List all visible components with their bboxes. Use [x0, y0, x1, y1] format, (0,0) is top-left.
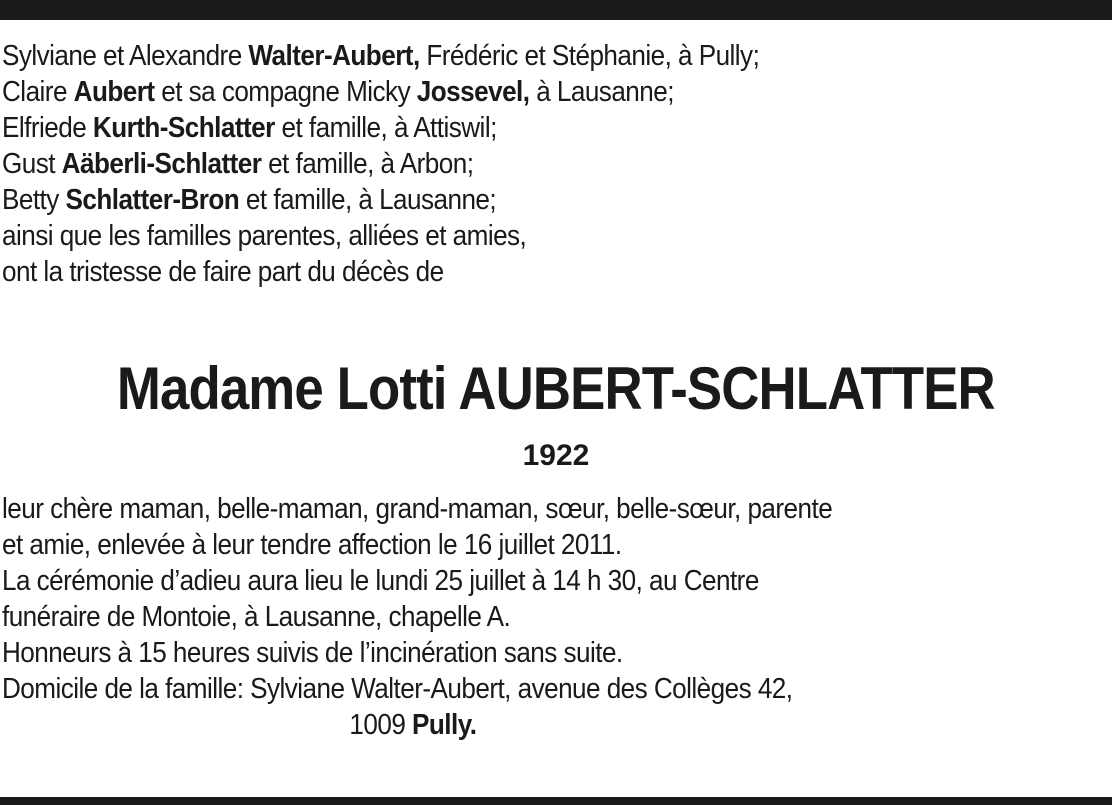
family-line-text: Elfriede — [2, 112, 93, 144]
family-line-text: ainsi que les familles parentes, alliées et amies, — [2, 220, 527, 252]
family-surname: Walter-Aubert, — [248, 40, 420, 72]
family-line-text: Sylviane et Alexandre — [2, 40, 249, 72]
family-line-text: Betty — [2, 184, 66, 216]
family-line — [2, 182, 1109, 218]
domicile-address — [2, 707, 1112, 743]
family-line-text: Claire — [2, 76, 74, 108]
body-line: leur chère maman, belle-maman, grand-maman, sœur, belle-sœur, parente — [2, 493, 833, 525]
body-line: Honneurs à 15 heures suivis de l’incinération sans suite. — [2, 637, 623, 669]
announcement-body — [2, 491, 1110, 743]
family-surname: Aubert — [73, 76, 155, 108]
family-surname: Jossevel, — [416, 76, 530, 108]
family-line — [2, 218, 1109, 254]
family-line — [2, 74, 1109, 110]
family-line — [2, 254, 1109, 290]
family-surname: Kurth-Schlatter — [92, 112, 275, 144]
family-line-text: ont la tristesse de faire part du décès de — [2, 256, 444, 288]
family-line — [2, 110, 1109, 146]
family-announcement — [2, 38, 1110, 290]
family-line-text: à Lausanne; — [529, 76, 674, 108]
top-rule — [0, 0, 1112, 20]
family-line-text: et famille, à Attiswil; — [274, 112, 497, 144]
body-line: funéraire de Montoie, à Lausanne, chapelle A. — [2, 601, 511, 633]
family-line-text: Gust — [2, 148, 62, 180]
body-line: La cérémonie d’adieu aura lieu le lundi 25 juillet à 14 h 30, au Centre — [2, 565, 759, 597]
birth-year: 1922 — [522, 439, 590, 472]
city: Pully. — [412, 709, 477, 741]
family-line-text: Frédéric et Stéphanie, à Pully; — [419, 40, 760, 72]
domicile-line: Domicile de la famille: Sylviane Walter-Aubert, avenue des Collèges 42, — [2, 673, 793, 705]
family-line — [2, 38, 1109, 74]
family-line-text: et famille, à Lausanne; — [239, 184, 497, 216]
family-line-text: et famille, à Arbon; — [261, 148, 474, 180]
deceased-name: Madame Lotti AUBERT-SCHLATTER — [117, 355, 995, 422]
body-line: et amie, enlevée à leur tendre affection le 16 juillet 2011. — [2, 529, 622, 561]
family-list — [2, 38, 1109, 290]
family-surname: Schlatter-Bron — [65, 184, 240, 216]
family-surname: Aäberli-Schlatter — [61, 148, 262, 180]
deceased-name-block — [0, 350, 1112, 428]
family-line — [2, 146, 1109, 182]
family-line-text: et sa compagne Micky — [154, 76, 417, 108]
bottom-rule — [0, 797, 1112, 805]
postcode: 1009 — [349, 709, 413, 741]
